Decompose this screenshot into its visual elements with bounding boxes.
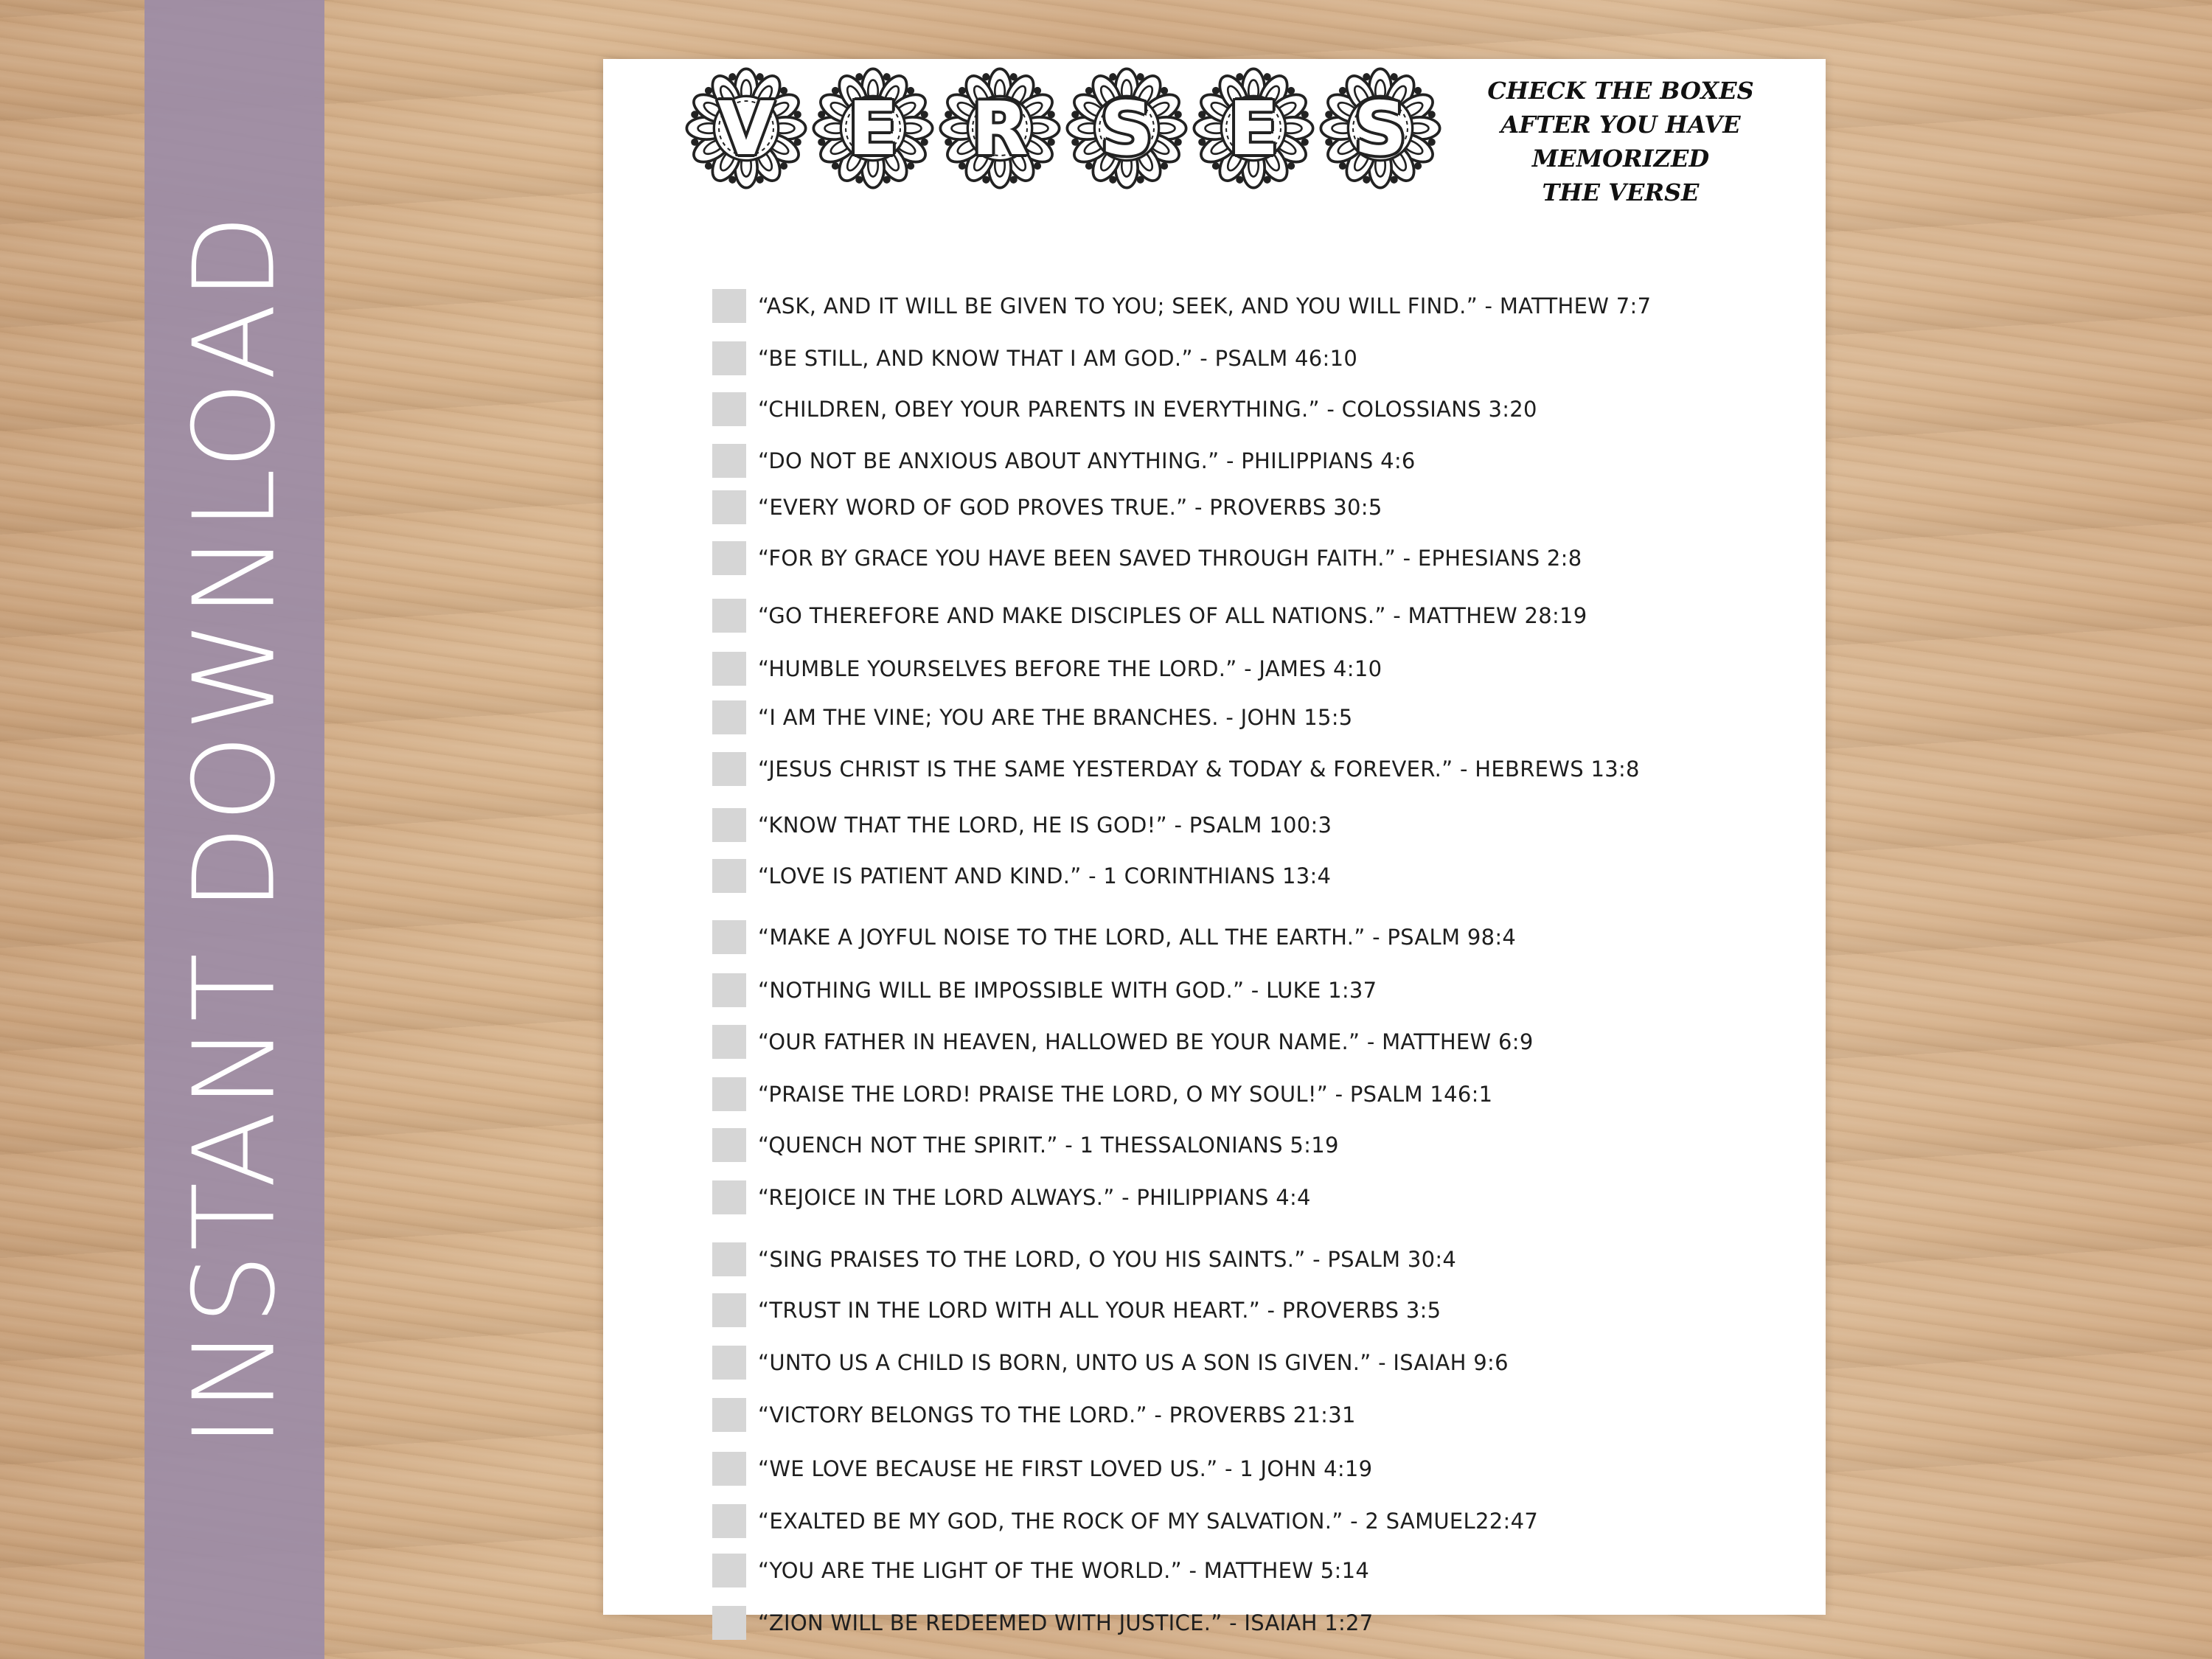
title-tile (1318, 66, 1442, 190)
verse-text: “NOTHING WILL BE IMPOSSIBLE WITH GOD.” - LUKE 1:37 (758, 978, 1377, 1003)
verse-item (712, 490, 1382, 524)
checkbox[interactable] (712, 1293, 746, 1327)
verse-text: “ASK, AND IT WILL BE GIVEN TO YOU; SEEK, AND YOU WILL FIND.” - MATTHEW 7:7 (758, 293, 1652, 319)
title-letter: E (847, 85, 899, 172)
instructions-line: CHECK THE BOXES (1487, 77, 1754, 105)
verse-text: “OUR FATHER IN HEAVEN, HALLOWED BE YOUR NAME.” - MATTHEW 6:9 (758, 1029, 1534, 1054)
verse-text: “WE LOVE BECAUSE HE FIRST LOVED US.” - 1 JOHN 4:19 (758, 1456, 1373, 1481)
verse-text: “UNTO US A CHILD IS BORN, UNTO US A SON IS GIVEN.” - ISAIAH 9:6 (758, 1350, 1509, 1375)
verse-item (712, 808, 1332, 842)
checkbox[interactable] (712, 1128, 746, 1162)
verse-text: “SING PRAISES TO THE LORD, O YOU HIS SAINTS.” - PSALM 30:4 (758, 1247, 1457, 1272)
verse-text: “DO NOT BE ANXIOUS ABOUT ANYTHING.” - PHILIPPIANS 4:6 (758, 448, 1416, 473)
verse-text: “I AM THE VINE; YOU ARE THE BRANCHES. - JOHN 15:5 (758, 705, 1353, 730)
verse-text: “GO THEREFORE AND MAKE DISCIPLES OF ALL NATIONS.” - MATTHEW 28:19 (758, 603, 1587, 628)
checkbox[interactable] (712, 444, 746, 478)
verse-text: “QUENCH NOT THE SPIRIT.” - 1 THESSALONIANS 5:19 (758, 1133, 1339, 1158)
title-tile (1192, 66, 1315, 190)
title-verses (684, 66, 1442, 190)
verse-text: “TRUST IN THE LORD WITH ALL YOUR HEART.” - PROVERBS 3:5 (758, 1298, 1441, 1323)
checkbox[interactable] (712, 808, 746, 842)
verse-item (712, 599, 1587, 633)
verse-text: “EXALTED BE MY GOD, THE ROCK OF MY SALVATION.” - 2 SAMUEL22:47 (758, 1509, 1539, 1534)
verse-item (712, 1504, 1538, 1538)
checkbox[interactable] (712, 700, 746, 734)
title-tile (1065, 66, 1189, 190)
instructions-line: AFTER YOU HAVE (1500, 111, 1741, 139)
checkbox[interactable] (712, 1554, 746, 1587)
instructions (1473, 74, 1768, 209)
verse-item (712, 920, 1516, 954)
checkbox[interactable] (712, 859, 746, 893)
verse-item (712, 752, 1640, 786)
verse-item (712, 1242, 1456, 1276)
checkbox[interactable] (712, 1025, 746, 1059)
verse-item (712, 1452, 1372, 1486)
checkbox[interactable] (712, 289, 746, 323)
verse-item (712, 541, 1582, 575)
title-tile (938, 66, 1062, 190)
verse-item (712, 289, 1651, 323)
verse-text: “CHILDREN, OBEY YOUR PARENTS IN EVERYTHING.” - COLOSSIANS 3:20 (758, 397, 1537, 422)
verse-item (712, 973, 1377, 1007)
checkbox[interactable] (712, 973, 746, 1007)
checkbox[interactable] (712, 541, 746, 575)
verse-text: “LOVE IS PATIENT AND KIND.” - 1 CORINTHIANS 13:4 (758, 863, 1332, 888)
verse-text: “YOU ARE THE LIGHT OF THE WORLD.” - MATTHEW 5:14 (758, 1558, 1370, 1583)
checkbox[interactable] (712, 1242, 746, 1276)
title-letter: R (971, 85, 1029, 172)
checkbox[interactable] (712, 1606, 746, 1640)
verse-text: “VICTORY BELONGS TO THE LORD.” - PROVERBS 21:31 (758, 1402, 1356, 1427)
verse-text: “FOR BY GRACE YOU HAVE BEEN SAVED THROUGH FAITH.” - EPHESIANS 2:8 (758, 546, 1582, 571)
title-letter: S (1353, 85, 1408, 172)
checkbox[interactable] (712, 1504, 746, 1538)
verse-item (712, 1554, 1369, 1587)
verse-text: “KNOW THAT THE LORD, HE IS GOD!” - PSALM 100:3 (758, 813, 1332, 838)
checkbox[interactable] (712, 392, 746, 426)
verse-item (712, 859, 1331, 893)
verse-text: “JESUS CHRIST IS THE SAME YESTERDAY & TODAY & FOREVER.” - HEBREWS 13:8 (758, 757, 1640, 782)
checkbox[interactable] (712, 490, 746, 524)
checkbox[interactable] (712, 1346, 746, 1380)
instructions-line: MEMORIZED (1531, 145, 1710, 173)
title-letter: E (1228, 85, 1279, 172)
verse-item (712, 652, 1382, 686)
verse-item (712, 1398, 1356, 1432)
verse-item (712, 1606, 1374, 1640)
worksheet-page (603, 59, 1826, 1635)
instructions-line: THE VERSE (1542, 178, 1700, 206)
verse-item (712, 1180, 1311, 1214)
verse-text: “BE STILL, AND KNOW THAT I AM GOD.” - PSALM 46:10 (758, 346, 1358, 371)
verse-text: “ZION WILL BE REDEEMED WITH JUSTICE.” - ISAIAH 1:27 (758, 1610, 1374, 1635)
checkbox[interactable] (712, 1452, 746, 1486)
checkbox[interactable] (712, 652, 746, 686)
checkbox[interactable] (712, 341, 746, 375)
verse-text: “EVERY WORD OF GOD PROVES TRUE.” - PROVERBS 30:5 (758, 495, 1382, 520)
checkbox[interactable] (712, 752, 746, 786)
title-tile (684, 66, 808, 190)
verse-text: “REJOICE IN THE LORD ALWAYS.” - PHILIPPIANS 4:4 (758, 1185, 1311, 1210)
checkbox[interactable] (712, 599, 746, 633)
verse-text: “MAKE A JOYFUL NOISE TO THE LORD, ALL THE EARTH.” - PSALM 98:4 (758, 925, 1517, 950)
verse-item (712, 1128, 1339, 1162)
verse-item (712, 1077, 1492, 1111)
checkbox[interactable] (712, 1398, 746, 1432)
verse-item (712, 1346, 1509, 1380)
verse-item (712, 1293, 1441, 1327)
title-letter: V (717, 85, 775, 172)
title-tile (811, 66, 935, 190)
checkbox[interactable] (712, 1077, 746, 1111)
verse-text: “HUMBLE YOURSELVES BEFORE THE LORD.” - JAMES 4:10 (758, 656, 1382, 681)
verse-item (712, 341, 1357, 375)
checkbox[interactable] (712, 1180, 746, 1214)
title-letter: S (1099, 85, 1154, 172)
banner-text: INSTANT DOWNLOAD (169, 211, 300, 1448)
verse-text: “PRAISE THE LORD! PRAISE THE LORD, O MY SOUL!” - PSALM 146:1 (758, 1082, 1493, 1107)
verse-item (712, 444, 1416, 478)
verse-item (712, 1025, 1534, 1059)
verse-item (712, 700, 1353, 734)
verse-item (712, 392, 1537, 426)
checkbox[interactable] (712, 920, 746, 954)
